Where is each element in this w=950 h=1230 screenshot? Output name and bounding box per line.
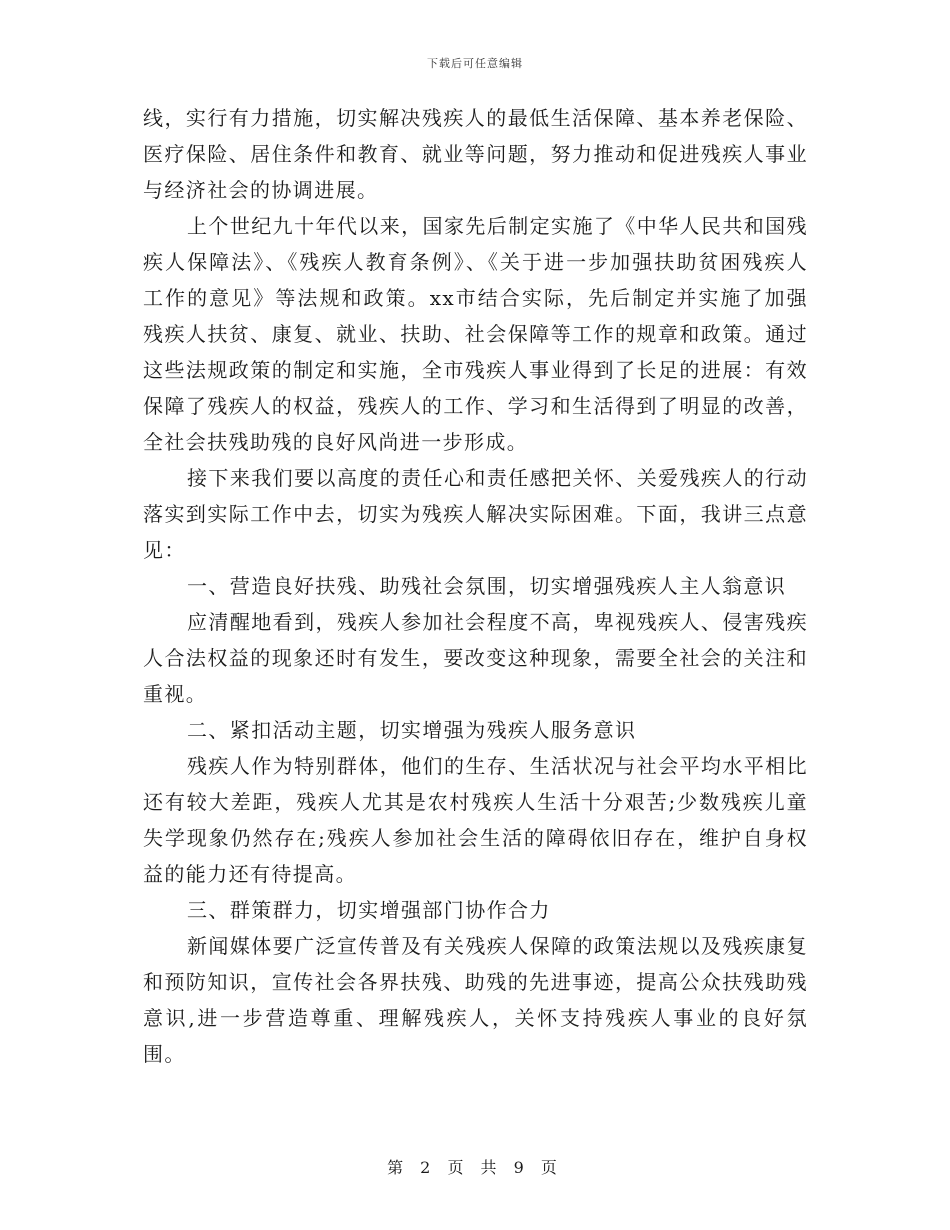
paragraph-6: 新闻媒体要广泛宣传普及有关残疾人保障的政策法规以及残疾康复和预防知识，宣传社会各界扶残、助残的先进事迹，提高公众扶残助残意识,进一步营造尊重、理解残疾人，关怀支持残疾人事业的良好氛围。 [143,934,808,1066]
paragraph-5: 残疾人作为特别群体，他们的生存、生活状况与社会平均水平相比还有较大差距，残疾人尤其是农村残疾人生活十分艰苦;少数残疾儿童失学现象仍然存在;残疾人参加社会生活的障碍依旧存在，维护自身权益的能力还有待提高。 [143,754,808,886]
paragraph-3: 接下来我们要以高度的责任心和责任感把关怀、关爱残疾人的行动落实到实际工作中去，切实为残疾人解决实际困难。下面，我讲三点意见： [143,466,808,562]
paragraph-2: 上个世纪九十年代以来，国家先后制定实施了《中华人民共和国残疾人保障法》、《残疾人教育条例》、《关于进一步加强扶助贫困残疾人工作的意见》等法规和政策。xx市结合实际，先后制定并实施了加强残疾人扶贫、康复、就业、扶助、社会保障等工作的规章和政策。通过这些法规政策的制定和实施，全市残疾人事业得到了长足的进展：有效保障了残疾人的权益，残疾人的工作、学习和生活得到了明显的改善，全社会扶残助残的良好风尚进一步形成。 [143,214,808,454]
section-heading-2: 二、紧扣活动主题，切实增强为残疾人服务意识 [187,718,637,742]
document-body [143,100,808,1072]
section-heading-1: 一、营造良好扶残、助残社会氛围，切实增强残疾人主人翁意识 [187,574,787,598]
paragraph-1: 线，实行有力措施，切实解决残疾人的最低生活保障、基本养老保险、医疗保险、居住条件和教育、就业等问题，努力推动和促进残疾人事业与经济社会的协调进展。 [143,106,808,202]
page-number: 第 2 页 共 9 页 [387,1158,563,1177]
paragraph-4: 应清醒地看到，残疾人参加社会程度不高，卑视残疾人、侵害残疾人合法权益的现象还时有发生，要改变这种现象，需要全社会的关注和重视。 [143,610,808,706]
section-heading-3: 三、群策群力，切实增强部门协作合力 [187,898,551,922]
page-header-note: 下载后可任意编辑 [427,57,523,70]
